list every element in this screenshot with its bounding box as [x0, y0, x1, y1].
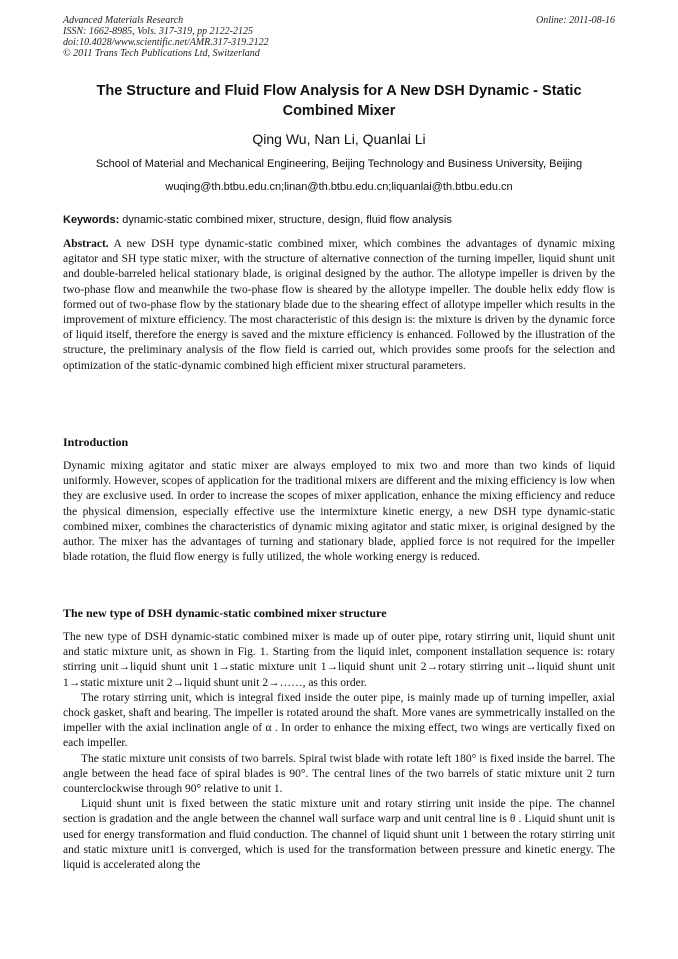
abstract-text: A new DSH type dynamic-static combined mixer, which combines the advantages of dynamic mixing agitator and SH type static mixer, with the structure of alternative connection of the turning impeller, liquid shunt unit and double-barreled helical stationary blade, is original designed by the author. The allotype impeller is driven by the two-phase flow and meanwhile the two-phase flow is sheared by the allotype impeller. The double helix eddy flow is formed out of two-phase flow by the stationary blade due to the shearing effect of allotype impeller which results in the improvement of mixture efficiency. The most characteristic of this design is: the mixture is driven by the dynamic force of liquid itself, therefore the energy is saved and the mixture efficiency is enhanced. Followed by the illustration of the structure, the preliminary analysis of the flow field is carried out, which provides some proofs for the selection and optimization of the static-dynamic combined high efficient mixer structural parameters. [63, 238, 615, 372]
structure-paragraph-3: The static mixture unit consists of two barrels. Spiral twist blade with rotate left 180° is fixed inside the barrel. The angle between the head face of spiral blades is 90°. The central lines of the two barrels of static mixture unit 2 turn counterclockwise through 90° relative to unit 1. [63, 752, 615, 796]
journal-name: Advanced Materials Research [63, 15, 184, 26]
keywords [63, 214, 615, 226]
structure-paragraph-1: The new type of DSH dynamic-static combined mixer is made up of outer pipe, rotary stirring unit, liquid shunt unit and static mixture unit, as shown in Fig. 1. Starting from the liquid inlet, component installation sequence is: rotary stirring unit→liquid shunt unit 1→static mixture unit 1→liquid shunt unit 2→rotary stirring unit→liquid shunt unit 1→static mixture unit 2→liquid shunt unit 2→……, as this order. [63, 631, 615, 689]
structure-paragraph-4: Liquid shunt unit is fixed between the static mixture unit and rotary stirring unit inside the pipe. The channel section is gradation and the angle between the channel wall surface warp and unit central line is θ . Liquid shunt unit is used for energy transformation and fluid conduction. The channel of liquid shunt unit 1 between the rotary stirring unit and static mixture unit1 is converged, which is used for the transformation between pressure and kinetic energy. The liquid is accelerated along the [63, 798, 615, 872]
keywords-text: dynamic-static combined mixer, structure, design, fluid flow analysis [119, 214, 452, 226]
paper-title: The Structure and Fluid Flow Analysis for A New DSH Dynamic - Static Combined Mixer [96, 83, 582, 119]
introduction-paragraph: Dynamic mixing agitator and static mixer are always employed to mix two and more than two kinds of liquid uniformly. However, scopes of application for the traditional mixers are different and the mixing efficiency is low when they are exclusive used. In order to increase the scopes of mixer application, enhance the mixing efficiency and reduce the physical dimension, especially effective use the intermixture kinetic energy, a new DSH type dynamic-static combined mixer, combines the characteristics of dynamic mixing agitator and static mixer, is original designed by the author. The mixer has the advantages of turning and stationary blade, applied force is not required for the impeller blade rotation, the fluid flow energy is fully utilized, the whole working energy is reduced. [63, 460, 615, 564]
author-list: Qing Wu, Nan Li, Quanlai Li [252, 131, 426, 147]
introduction-heading: Introduction [63, 435, 129, 449]
copyright-line: © 2011 Trans Tech Publications Ltd, Switzerland [63, 48, 260, 59]
structure-section-body [63, 630, 615, 873]
affiliation: School of Material and Mechanical Engineering, Beijing Technology and Business University, Beijing [95, 158, 583, 170]
online-date: Online: 2011-08-16 [536, 15, 615, 26]
abstract [63, 237, 615, 374]
author-emails: wuqing@th.btbu.edu.cn;linan@th.btbu.edu.cn;liquanlai@th.btbu.edu.cn [165, 181, 513, 193]
structure-paragraph-2: The rotary stirring unit, which is integral fixed inside the outer pipe, is mainly made up of turning impeller, axial chock gasket, shaft and bearing. The impeller is rotated around the shaft. More vanes are symmetrically installed on the impeller with the axial inclination angle of α . In order to enhance the mixing effect, two wings are vertically fixed on each impeller. [63, 691, 615, 750]
keywords-label: Keywords: [63, 214, 120, 226]
issn-line: ISSN: 1662-8985, Vols. 317-319, pp 2122-2125 [63, 26, 253, 37]
journal-header [63, 15, 615, 59]
abstract-label: Abstract. [63, 238, 109, 250]
doi-line: doi:10.4028/www.scientific.net/AMR.317-319.2122 [63, 37, 269, 48]
structure-section-heading: The new type of DSH dynamic-static combined mixer structure [63, 606, 387, 620]
